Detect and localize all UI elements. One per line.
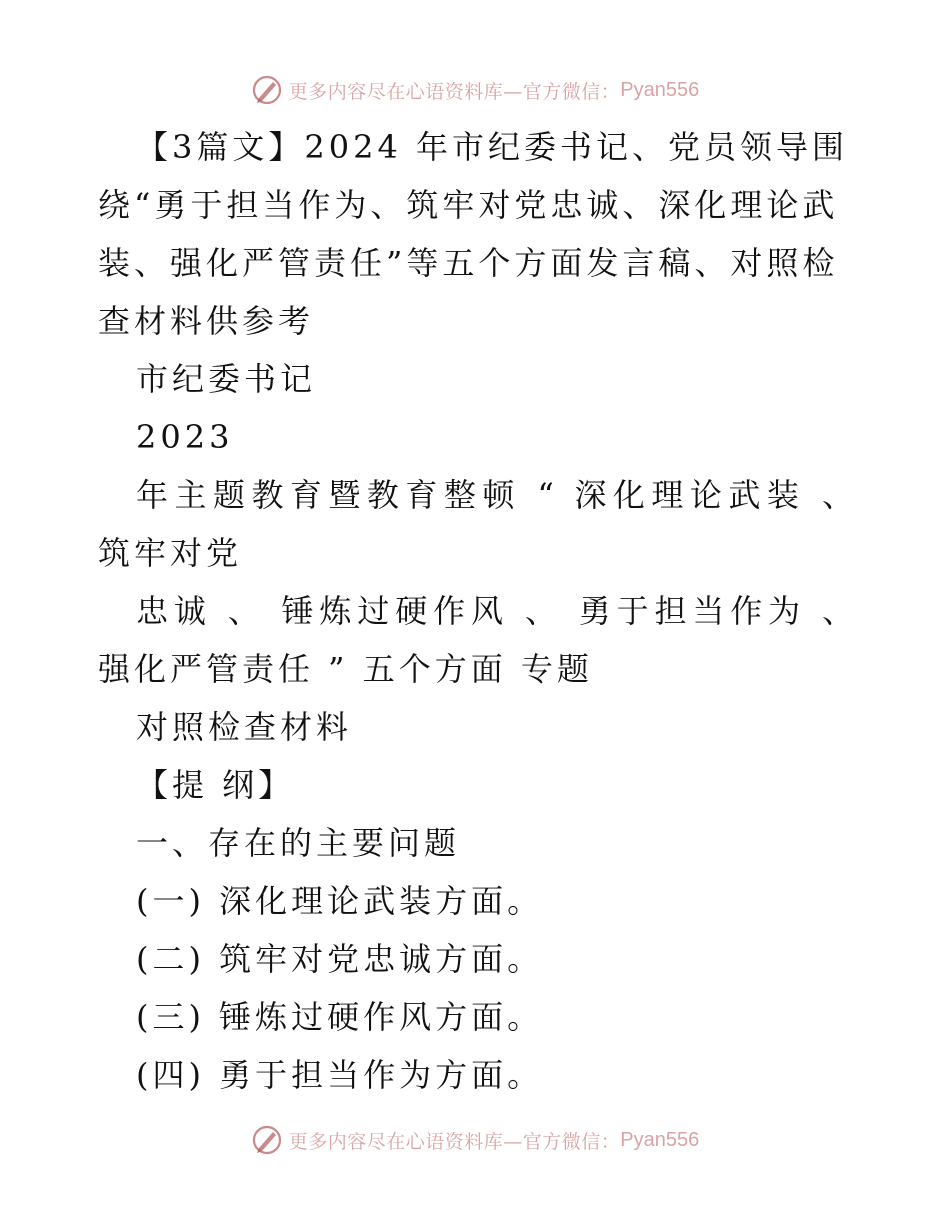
outline-item-3: (三) 锤炼过硬作风方面。 <box>136 998 544 1036</box>
watermark-footer <box>0 1120 950 1160</box>
pen-logo-icon <box>251 1124 283 1156</box>
document-body <box>98 118 858 1104</box>
outline-item-4: (四) 勇于担当作为方面。 <box>136 1056 544 1094</box>
subtitle-line-2: 忠诚 、 锤炼过硬作风 、 勇于担当作为 、 强化严管责任 ” 五个方面 专题 <box>98 592 858 688</box>
year-line: 2023 <box>136 418 234 456</box>
document-title: 【3篇文】2024 年市纪委书记、党员领导围绕“勇于担当作为、筑牢对党忠诚、深化理论武装、强化严管责任”等五个方面发言稿、对照检查材料供参考 <box>98 128 848 340</box>
pen-logo-icon <box>251 74 283 106</box>
outline-item-2: (二) 筑牢对党忠诚方面。 <box>136 940 544 978</box>
watermark-text: 更多内容尽在心语资料库—官方微信： <box>288 80 621 103</box>
outline-heading: 【提 纲】 <box>136 766 295 804</box>
watermark-id: Pyan556 <box>620 78 700 101</box>
watermark-header <box>0 70 950 110</box>
section-heading: 一、存在的主要问题 <box>136 824 461 862</box>
subtitle-line-1: 年主题教育暨教育整顿 “ 深化理论武装 、 筑牢对党 <box>98 476 858 572</box>
author-line: 市纪委书记 <box>136 360 317 398</box>
subtitle-line-3: 对照检查材料 <box>136 708 353 746</box>
watermark-id: Pyan556 <box>620 1128 700 1151</box>
watermark-text: 更多内容尽在心语资料库—官方微信： <box>288 1130 621 1153</box>
outline-item-1: (一) 深化理论武装方面。 <box>136 882 544 920</box>
